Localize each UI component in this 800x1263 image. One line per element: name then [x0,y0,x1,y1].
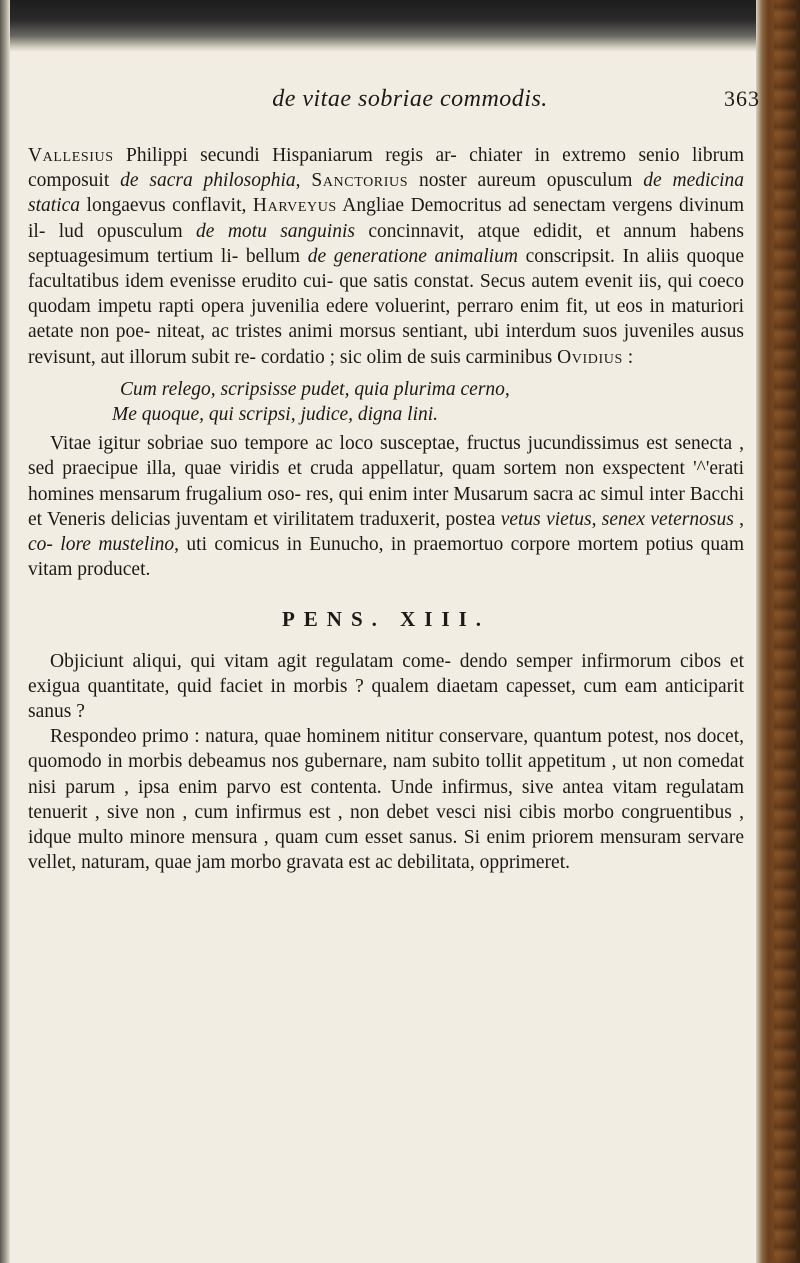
running-title: de vitae sobriae commodis. [272,86,548,112]
latin-phrase: co- lore mustelino [28,534,175,556]
verse-line: Me quoque, qui scripsi, judice, digna lini. [112,404,439,426]
page-number: 363 [724,86,760,111]
paragraph-3: Objiciunt aliqui, qui vitam agit regulatam come- dendo semper infirmorum cibos et exigua quantitate, quid faciet in morbis ? qualem diaetam capesset, cum eam anticiparit sanus ? [28,650,744,723]
body-text [28,143,744,875]
text-run: , [295,170,312,192]
section-heading: PENS. XIII. [281,607,491,632]
work-title: de motu sanguinis [196,220,355,242]
author-name: Ovidius [557,346,623,368]
text-run: Philippi secundi Hispaniarum regis ar- chiater in extremo senio librum composuit [28,145,744,192]
author-name: Harveyus [252,195,337,217]
paragraph-2 [28,431,744,582]
work-title: de generatione animalium [307,245,518,267]
latin-phrase: senex veternosus [601,508,734,530]
work-title: de medicina statica [28,170,744,217]
text-run: conscripsit. In aliis quoque facultatibus idem evenisse erudito cui- que satis constat. Secus autem evenit iis, qui coeco quodam impetu rapti opera juvenilia edere voluerint, perraro enim fit, ut eos in maturiori aetate non poe- niteat, ac tristes animi morsus sentiant, ubi interdum suos juveniles ausus revisunt, aut illorum subit re- cordatio ; sic olim de suis carminibus [28,245,744,368]
author-name: Vallesius [28,145,114,166]
text-run: noster aureum opusculum [408,170,644,192]
running-head [60,86,760,116]
verse-quotation [112,377,744,427]
author-name: Sanctorius [311,170,409,192]
latin-phrase: vetus vietus [500,508,592,530]
text-run: : [622,346,634,368]
text-run: , [733,508,744,530]
text-run: Angliae Democritus ad senectam vergens divinum il- lud opusculum [28,195,745,242]
text-run: , [591,508,602,530]
paragraph-1 [28,143,744,370]
text-run: concinnavit, atque edidit, et annum habens septuagesimum tertium li- bellum [28,220,745,267]
work-title: de sacra philosophia [120,170,296,192]
text-run: longaevus conflavit, [80,195,253,217]
verse-line: Cum relego, scripsisse pudet, quia plurima cerno, [120,378,510,400]
text-run: , uti comicus in Eunucho, in praemortuo corpore mortem potius quam vitam producet. [28,534,744,581]
paragraph-4: Respondeo primo : natura, quae hominem nititur conservare, quantum potest, nos docet, quomodo in morbis debeamus nos gubernare, nam subito tollit appetitum , ut non comedat nisi parum , ipsa enim parvo est contenta. Unde infirmus, sive antea vitam regulatam tenuerit , sive non , cum infirmus est , non debet vesci nisi cibis morbo congruentibus , idque multo minore mensura , quam cum esset sanus. Si enim priorem mensuram servare vellet, naturam, quae jam morbo gravata est ac debilitata, opprimeret. [28,726,744,874]
text-run: Vitae igitur sobriae suo tempore ac loco susceptae, fructus jucundissimus est senecta , sed praecipue illa, quae viridis et cruda appellatur, quam sortem non exspectent '^'erati homines mensarum frugalium oso- res, qui enim inter Musarum sacra ac simul inter Bacchi et Veneris delicias juventam et virilitatem traduxerit, postea [28,433,744,530]
